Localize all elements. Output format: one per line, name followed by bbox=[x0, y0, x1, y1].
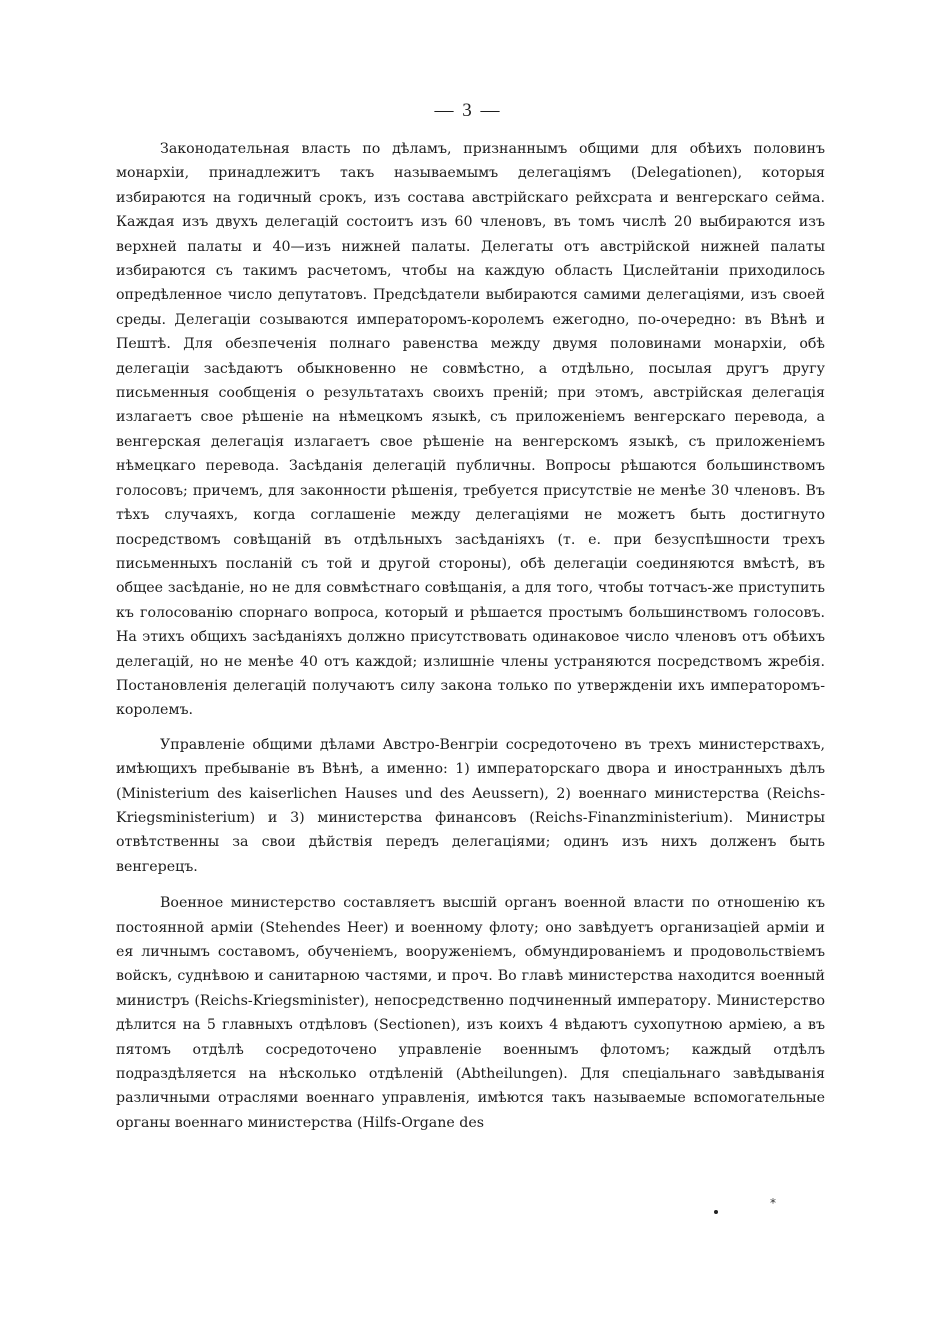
asterisk-mark: * bbox=[770, 1196, 776, 1210]
paragraph-delegations: Законодательная власть по дѣламъ, признаннымъ общими для обѣихъ половинъ монархіи, принадлежитъ такъ называемымъ делегаціямъ (Delegationen), которыя избираются на годичный срокъ, изъ состава австрійскаго рейхсрата и венгерскаго сейма. Каждая изъ двухъ делегацій состоитъ изъ 60 членовъ, въ томъ числѣ 20 выбираются изъ верхней палаты и 40—изъ нижней палаты. Делегаты отъ австрійской нижней палаты избираются съ такимъ расчетомъ, чтобы на каждую область Цислейтаніи приходилось опредѣленное число депутатовъ. Предсѣдатели выбираются самими делегаціями, изъ своей среды. Делегаціи созываются императоромъ-королемъ ежегодно, по-очередно: въ Вѣнѣ и Пештѣ. Для обезпеченія полнаго равенства между двумя половинами монархіи, обѣ делегаціи засѣдаютъ обыкновенно не совмѣстно, а отдѣльно, посылая другъ другу письменныя сообщенія о результатахъ своихъ преній; при этомъ, австрійская делегація излагаетъ свое рѣшеніе на нѣмецкомъ языкѣ, съ приложеніемъ венгерскаго перевода, а венгерская делегація излагаетъ свое рѣшеніе на венгерскомъ языкѣ, съ приложеніемъ нѣмецкаго перевода. Засѣданія делегацій публичны. Вопросы рѣшаются большинствомъ голосовъ; причемъ, для законности рѣшенія, требуется присутствіе не менѣе 30 членовъ. Въ тѣхъ случаяхъ, когда соглашеніе между делегаціями не можетъ быть достигнуто посредствомъ совѣщаній въ отдѣльныхъ засѣданіяхъ (т. е. при безуспѣшности трехъ письменныхъ посланій съ той и другой стороны), обѣ делегаціи соединяются вмѣстѣ, въ общее засѣданіе, но не для совмѣстнаго совѣщанія, а для того, чтобы тотчасъ-же приступить къ голосованію спорнаго вопроса, который и рѣшается простымъ большинствомъ голосовъ. На этихъ общихъ засѣданіяхъ должно присутствовать одинаковое число членовъ отъ обѣихъ делегацій, но не менѣе 40 отъ каждой; излишніе члены устраняются посредствомъ жребія. Постановленія делегацій получаютъ силу закона только по утвержденіи ихъ императоромъ-королемъ. bbox=[116, 141, 825, 719]
footer-marks bbox=[700, 1196, 820, 1226]
ink-dot bbox=[714, 1210, 718, 1214]
paragraph-ministries: Управленіе общими дѣлами Австро-Венгріи сосредоточено въ трехъ министерствахъ, имѣющихъ пребываніе въ Вѣнѣ, а именно: 1) императорскаго двора и иностранныхъ дѣлъ (Ministerium des kaiserlichen Hauses und des Aeussern), 2) военнаго министерства (Reichs-Kriegsministerium) и 3) министерства финансовъ (Reichs-Finanzministerium). Министры отвѣтственны за свои дѣйствія передъ делегаціями; одинъ изъ нихъ долженъ быть венгерецъ. bbox=[116, 736, 825, 875]
body-text bbox=[116, 137, 825, 1135]
paragraph-war-ministry: Военное министерство составляетъ высшій органъ военной власти по отношенію къ постоянной арміи (Stehendes Heer) и военному флоту; оно завѣдуетъ организаціей арміи и ея личнымъ составомъ, обученіемъ, вооруженіемъ, обмундированіемъ и продовольствіемъ войскъ, суднѣвою и санитарною частями, и проч. Во главѣ министерства находится военный министръ (Reichs-Kriegsminister), непосредственно подчиненный императору. Министерство дѣлится на 5 главныхъ отдѣловъ (Sectionen), изъ коихъ 4 вѣдаютъ сухопутною арміею, а въ пятомъ отдѣлѣ сосредоточено управленіе военнымъ флотомъ; каждый отдѣлъ подраздѣляется на нѣсколько отдѣленій (Abtheilungen). Для спеціальнаго завѣдыванія различными отраслями военнаго управленія, имѣются такъ называемые вспомогательные органы военнаго министерства (Hilfs-Organe des bbox=[116, 895, 825, 1131]
page-number: — 3 — bbox=[434, 100, 502, 121]
